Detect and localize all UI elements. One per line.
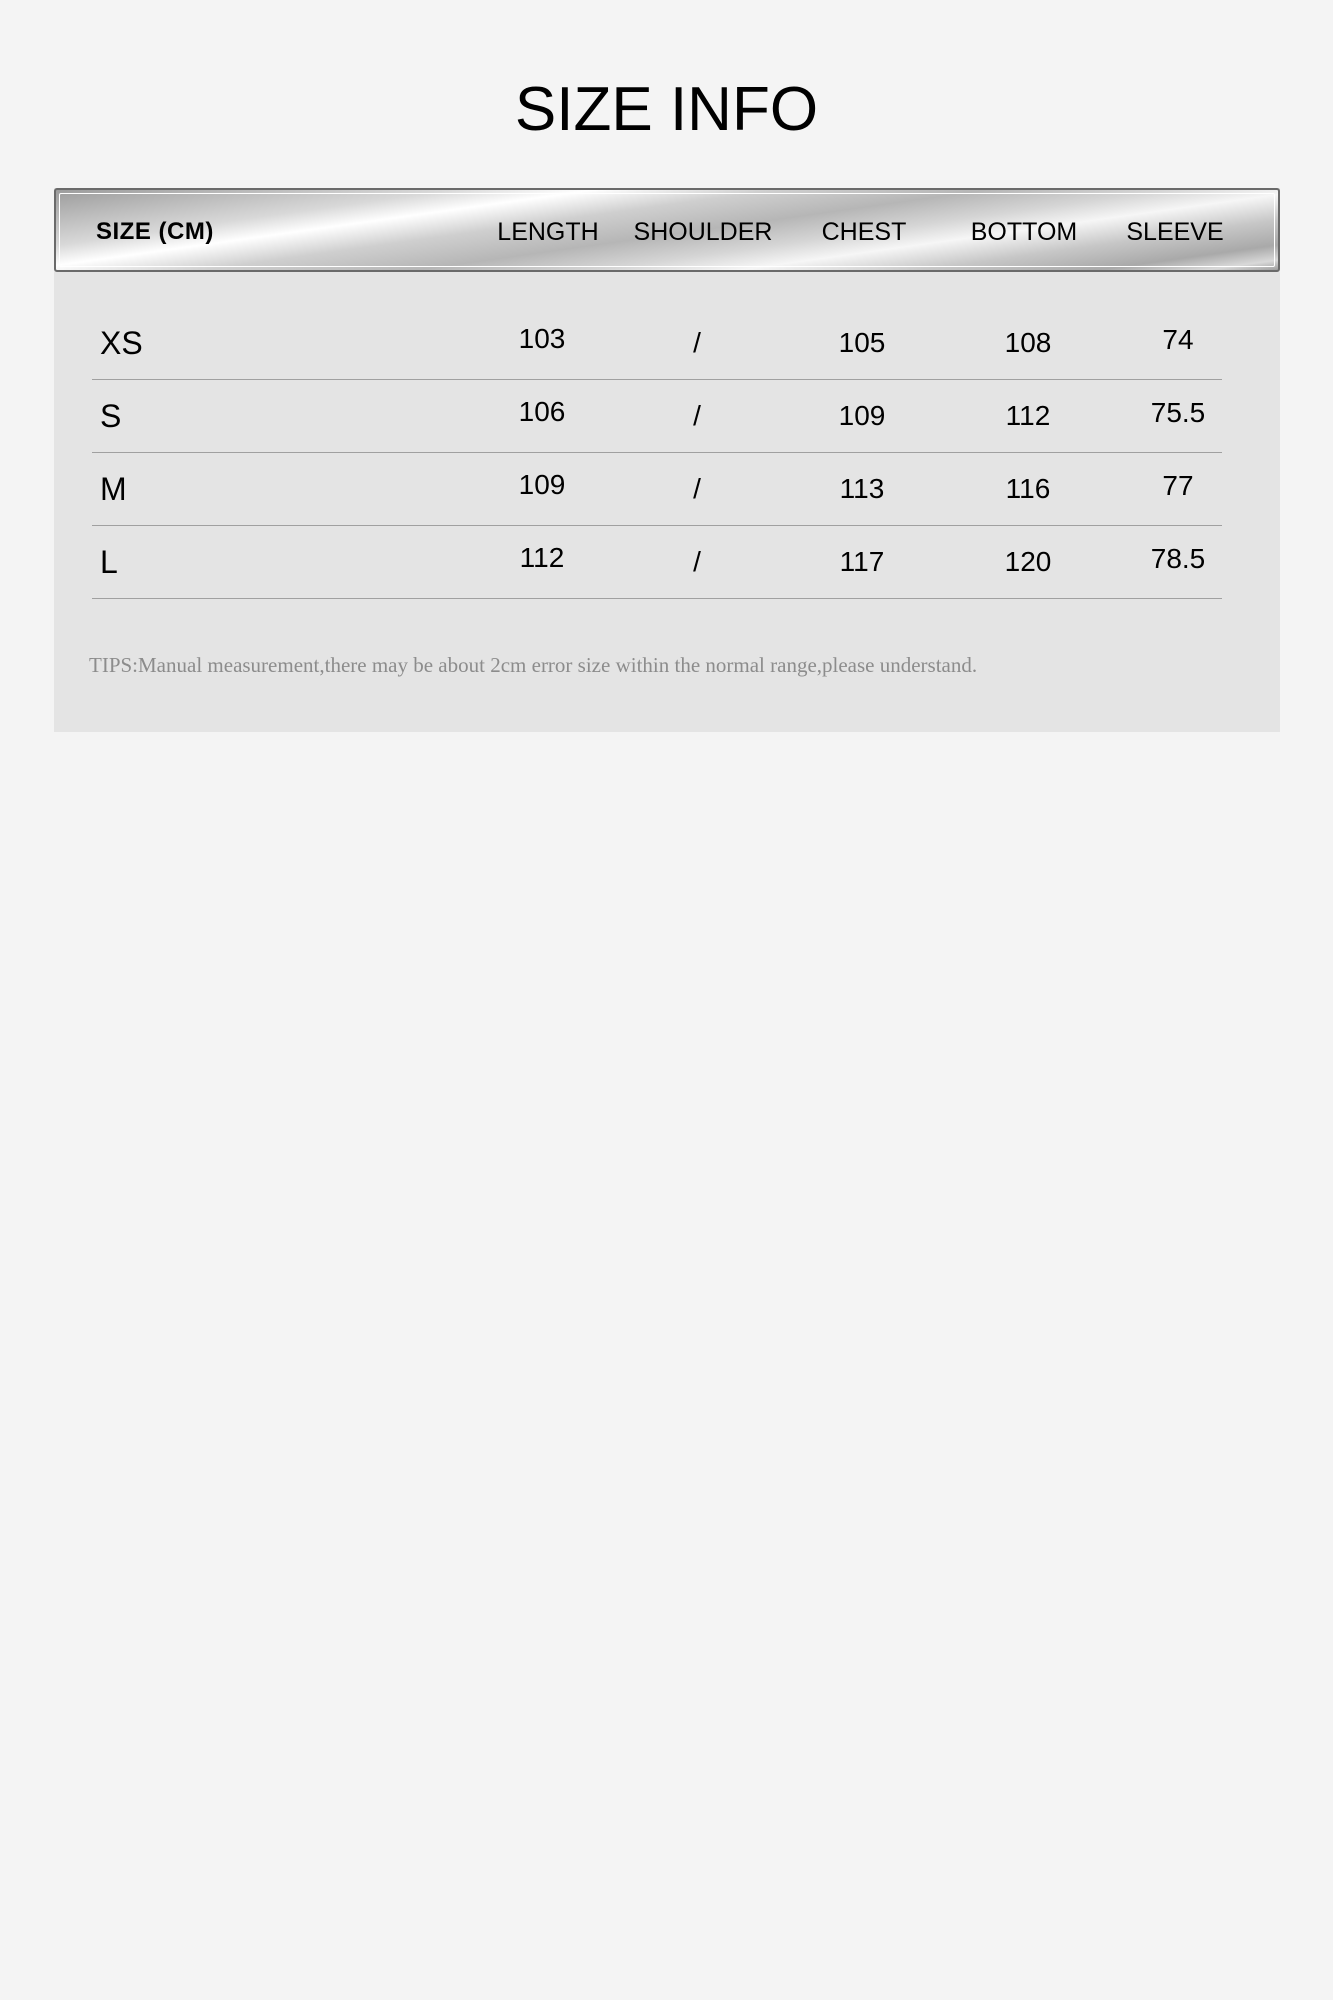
cell-sleeve: 77 (1162, 470, 1194, 501)
cell-chest: 105 (838, 327, 886, 358)
cell-chest: 117 (839, 546, 885, 577)
header-chest: CHEST (821, 218, 907, 246)
cell-sleeve: 75.5 (1150, 397, 1206, 428)
tips-note: TIPS:Manual measurement,there may be about 2cm error size within the normal range,please understand. (89, 653, 978, 677)
header-bottom: BOTTOM (970, 218, 1078, 246)
cell-bottom: 112 (1005, 400, 1051, 431)
cell-length: 103 (518, 323, 566, 354)
cell-shoulder: / (693, 473, 701, 504)
cell-size: L (100, 544, 118, 580)
cell-shoulder: / (693, 546, 701, 577)
table-row (92, 453, 1222, 526)
cell-chest: 113 (839, 473, 885, 504)
header-shoulder: SHOULDER (633, 218, 773, 246)
cell-chest: 109 (838, 400, 886, 431)
cell-bottom: 120 (1004, 546, 1052, 577)
cell-length: 106 (518, 396, 566, 427)
cell-size: S (100, 398, 122, 434)
table-header (54, 188, 1280, 272)
cell-shoulder: / (693, 327, 701, 358)
size-table (54, 188, 1280, 732)
header-length: LENGTH (497, 218, 599, 246)
cell-sleeve: 74 (1162, 324, 1194, 355)
table-row (92, 380, 1222, 453)
cell-sleeve: 78.5 (1150, 543, 1206, 574)
cell-length: 112 (519, 542, 565, 573)
cell-bottom: 116 (1005, 473, 1051, 504)
cell-length: 109 (518, 469, 566, 500)
header-sleeve: SLEEVE (1126, 218, 1224, 246)
cell-shoulder: / (693, 400, 701, 431)
cell-bottom: 108 (1004, 327, 1052, 358)
table-row (92, 307, 1222, 380)
header-size: SIZE (CM) (96, 218, 214, 245)
page-title: SIZE INFO (514, 75, 819, 144)
cell-size: XS (100, 325, 143, 361)
cell-size: M (100, 471, 127, 507)
table-row (92, 526, 1222, 599)
